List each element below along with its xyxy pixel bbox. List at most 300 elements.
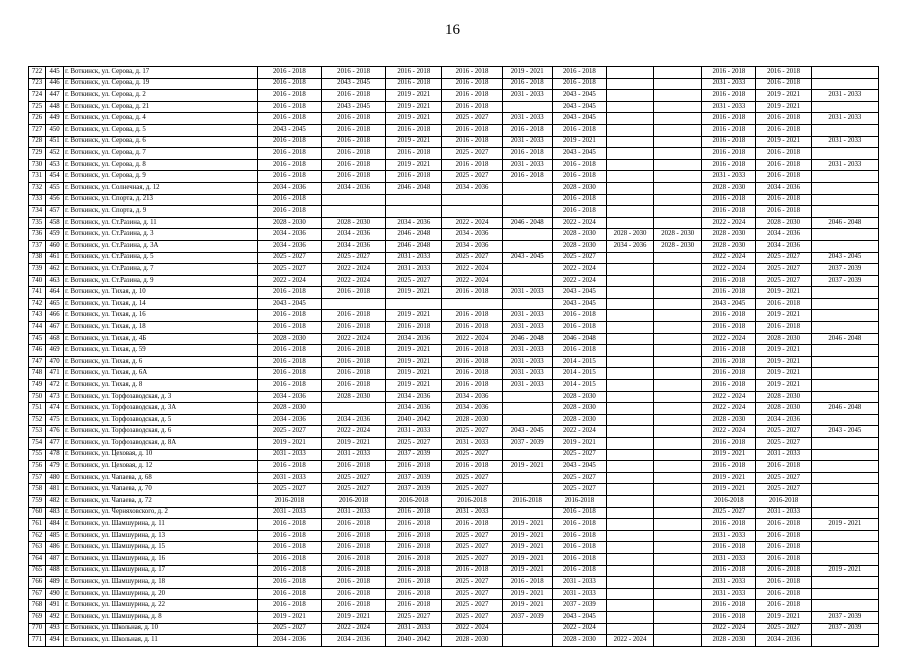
address-cell: г. Воткинск, ул. Школьная, д. 10: [64, 623, 258, 635]
period-cell: 2019 - 2021: [386, 159, 442, 171]
house-number: 456: [46, 194, 64, 206]
period-cell: 2025 - 2027: [442, 484, 502, 496]
row-number: 759: [29, 495, 46, 507]
table-row: [29, 310, 879, 322]
period-cell: 2031 - 2033: [702, 577, 756, 589]
period-cell: [811, 171, 878, 183]
period-cell: 2028 - 2030: [654, 240, 702, 252]
period-cell: 2016 - 2018: [322, 287, 386, 299]
period-cell: [811, 449, 878, 461]
period-cell: 2022 - 2024: [702, 426, 756, 438]
period-cell: 2028 - 2030: [552, 414, 606, 426]
period-cell: 2016 - 2018: [756, 171, 811, 183]
house-number: 453: [46, 159, 64, 171]
period-cell: 2016 - 2018: [756, 565, 811, 577]
table-row: [29, 67, 879, 79]
period-cell: [654, 484, 702, 496]
period-cell: [606, 264, 653, 276]
period-cell: 2016 - 2018: [756, 113, 811, 125]
period-cell: 2028 - 2030: [552, 182, 606, 194]
period-cell: 2016 - 2018: [386, 600, 442, 612]
period-cell: 2034 - 2036: [756, 240, 811, 252]
schedule-table: [28, 66, 879, 647]
period-cell: [502, 472, 552, 484]
period-cell: 2037 - 2039: [811, 264, 878, 276]
period-cell: 2016 - 2018: [386, 565, 442, 577]
period-cell: [502, 507, 552, 519]
address-cell: г. Воткинск, ул. Серова, д. 2: [64, 90, 258, 102]
period-cell: 2025 - 2027: [756, 426, 811, 438]
period-cell: 2016 - 2018: [322, 600, 386, 612]
address-cell: г. Воткинск, ул. Тихая, д. 18: [64, 322, 258, 334]
period-cell: [606, 322, 653, 334]
period-cell: 2043 - 2045: [811, 426, 878, 438]
period-cell: 2031 - 2033: [811, 159, 878, 171]
period-cell: 2016 - 2018: [386, 322, 442, 334]
period-cell: 2034 - 2036: [606, 240, 653, 252]
period-cell: [654, 438, 702, 450]
period-cell: 2025 - 2027: [442, 426, 502, 438]
period-cell: [811, 206, 878, 218]
row-number: 734: [29, 206, 46, 218]
house-number: 448: [46, 101, 64, 113]
period-cell: [654, 635, 702, 647]
house-number: 483: [46, 507, 64, 519]
period-cell: 2022 - 2024: [552, 426, 606, 438]
period-cell: 2034 - 2036: [386, 391, 442, 403]
period-cell: 2019 - 2021: [756, 356, 811, 368]
period-cell: 2016 - 2018: [502, 171, 552, 183]
period-cell: [606, 159, 653, 171]
period-cell: 2016 - 2018: [386, 588, 442, 600]
period-cell: 2019 - 2021: [502, 565, 552, 577]
period-cell: [606, 588, 653, 600]
period-cell: 2016 - 2018: [702, 461, 756, 473]
period-cell: 2019 - 2021: [386, 356, 442, 368]
period-cell: 2016 - 2018: [552, 206, 606, 218]
table-row: [29, 101, 879, 113]
period-cell: 2019 - 2021: [552, 136, 606, 148]
period-cell: 2037 - 2039: [502, 438, 552, 450]
period-cell: [811, 229, 878, 241]
table-row: [29, 252, 879, 264]
period-cell: 2028 - 2030: [756, 217, 811, 229]
period-cell: 2031 - 2033: [702, 588, 756, 600]
period-cell: 2022 - 2024: [322, 333, 386, 345]
period-cell: 2040 - 2042: [386, 414, 442, 426]
address-cell: г. Воткинск, ул. Шамшурина, д. 13: [64, 530, 258, 542]
period-cell: 2022 - 2024: [442, 275, 502, 287]
table-row: [29, 414, 879, 426]
period-cell: 2025 - 2027: [552, 484, 606, 496]
period-cell: 2016 - 2018: [502, 124, 552, 136]
period-cell: 2016-2018: [502, 495, 552, 507]
period-cell: [606, 611, 653, 623]
period-cell: 2022 - 2024: [702, 403, 756, 415]
house-number: 452: [46, 148, 64, 160]
house-number: 445: [46, 67, 64, 79]
period-cell: 2031 - 2033: [502, 356, 552, 368]
address-cell: г. Воткинск, ул. Шамшурина, д. 8: [64, 611, 258, 623]
house-number: 475: [46, 414, 64, 426]
period-cell: 2025 - 2027: [442, 171, 502, 183]
period-cell: 2016 - 2018: [257, 78, 321, 90]
row-number: 768: [29, 600, 46, 612]
period-cell: 2034 - 2036: [322, 414, 386, 426]
period-cell: 2016 - 2018: [442, 67, 502, 79]
period-cell: 2016 - 2018: [756, 124, 811, 136]
period-cell: 2016-2018: [257, 495, 321, 507]
period-cell: [606, 252, 653, 264]
table-row: [29, 530, 879, 542]
period-cell: 2022 - 2024: [442, 623, 502, 635]
period-cell: 2043 - 2045: [552, 101, 606, 113]
period-cell: 2014 - 2015: [552, 368, 606, 380]
address-cell: г. Воткинск, ул. Тихая, д. 10: [64, 287, 258, 299]
period-cell: [811, 240, 878, 252]
table-row: [29, 623, 879, 635]
period-cell: 2016 - 2018: [442, 287, 502, 299]
period-cell: 2016 - 2018: [502, 78, 552, 90]
period-cell: 2022 - 2024: [552, 217, 606, 229]
period-cell: [811, 438, 878, 450]
period-cell: [654, 171, 702, 183]
period-cell: 2028 - 2030: [702, 182, 756, 194]
period-cell: 2016 - 2018: [257, 136, 321, 148]
period-cell: [811, 345, 878, 357]
period-cell: [811, 542, 878, 554]
period-cell: [811, 588, 878, 600]
row-number: 755: [29, 449, 46, 461]
period-cell: 2034 - 2036: [442, 240, 502, 252]
period-cell: 2028 - 2030: [756, 403, 811, 415]
period-cell: 2016 - 2018: [322, 368, 386, 380]
house-number: 468: [46, 333, 64, 345]
period-cell: 2031 - 2033: [756, 507, 811, 519]
period-cell: 2025 - 2027: [442, 113, 502, 125]
period-cell: 2025 - 2027: [257, 623, 321, 635]
period-cell: [606, 171, 653, 183]
house-number: 455: [46, 182, 64, 194]
period-cell: 2016 - 2018: [702, 148, 756, 160]
period-cell: 2016 - 2018: [322, 380, 386, 392]
period-cell: 2025 - 2027: [386, 275, 442, 287]
period-cell: 2037 - 2039: [811, 623, 878, 635]
row-number: 769: [29, 611, 46, 623]
period-cell: 2037 - 2039: [502, 611, 552, 623]
period-cell: 2028 - 2030: [606, 229, 653, 241]
period-cell: [654, 124, 702, 136]
period-cell: [811, 310, 878, 322]
period-cell: 2016 - 2018: [702, 67, 756, 79]
period-cell: 2025 - 2027: [756, 472, 811, 484]
period-cell: 2028 - 2030: [756, 333, 811, 345]
row-number: 731: [29, 171, 46, 183]
period-cell: 2016 - 2018: [442, 78, 502, 90]
address-cell: г. Воткинск, ул. Ст.Разина, д. 3А: [64, 240, 258, 252]
period-cell: 2016 - 2018: [257, 356, 321, 368]
row-number: 728: [29, 136, 46, 148]
period-cell: 2034 - 2036: [257, 391, 321, 403]
period-cell: 2016 - 2018: [386, 507, 442, 519]
period-cell: [811, 194, 878, 206]
row-number: 756: [29, 461, 46, 473]
row-number: 764: [29, 553, 46, 565]
address-cell: г. Воткинск, ул. Ст.Разина, д. 5: [64, 252, 258, 264]
period-cell: [502, 623, 552, 635]
period-cell: 2025 - 2027: [756, 438, 811, 450]
house-number: 473: [46, 391, 64, 403]
period-cell: 2016 - 2018: [257, 194, 321, 206]
period-cell: 2019 - 2021: [502, 600, 552, 612]
period-cell: 2016 - 2018: [442, 124, 502, 136]
period-cell: 2034 - 2036: [756, 182, 811, 194]
address-cell: г. Воткинск, ул. Тихая, д. 8: [64, 380, 258, 392]
period-cell: [606, 519, 653, 531]
period-cell: 2043 - 2045: [552, 90, 606, 102]
period-cell: 2028 - 2030: [702, 229, 756, 241]
table-row: [29, 194, 879, 206]
house-number: 494: [46, 635, 64, 647]
period-cell: [654, 530, 702, 542]
period-cell: 2016 - 2018: [702, 159, 756, 171]
period-cell: 2016 - 2018: [756, 78, 811, 90]
period-cell: 2016 - 2018: [322, 461, 386, 473]
period-cell: 2025 - 2027: [257, 252, 321, 264]
period-cell: 2016 - 2018: [442, 380, 502, 392]
period-cell: 2016 - 2018: [502, 148, 552, 160]
period-cell: 2016-2018: [386, 495, 442, 507]
period-cell: [654, 322, 702, 334]
period-cell: 2019 - 2021: [386, 345, 442, 357]
period-cell: [606, 600, 653, 612]
period-cell: 2019 - 2021: [756, 287, 811, 299]
period-cell: 2019 - 2021: [552, 438, 606, 450]
house-number: 460: [46, 240, 64, 252]
period-cell: 2034 - 2036: [257, 414, 321, 426]
period-cell: [386, 206, 442, 218]
period-cell: [502, 240, 552, 252]
address-cell: г. Воткинск, ул. Ст.Разина, д. 11: [64, 217, 258, 229]
row-number: 758: [29, 484, 46, 496]
period-cell: 2016-2018: [552, 495, 606, 507]
row-number: 766: [29, 577, 46, 589]
period-cell: 2016 - 2018: [386, 577, 442, 589]
period-cell: 2016 - 2018: [257, 322, 321, 334]
house-number: 458: [46, 217, 64, 229]
period-cell: [811, 507, 878, 519]
period-cell: 2016 - 2018: [257, 577, 321, 589]
period-cell: [654, 426, 702, 438]
house-number: 447: [46, 90, 64, 102]
house-number: 491: [46, 600, 64, 612]
address-cell: г. Воткинск, ул. Шамшурина, д. 22: [64, 600, 258, 612]
period-cell: 2016 - 2018: [552, 67, 606, 79]
row-number: 747: [29, 356, 46, 368]
address-cell: г. Воткинск, ул. Серова, д. 9: [64, 171, 258, 183]
period-cell: 2016 - 2018: [322, 553, 386, 565]
period-cell: [442, 194, 502, 206]
period-cell: 2025 - 2027: [257, 484, 321, 496]
period-cell: 2025 - 2027: [322, 252, 386, 264]
table-row: [29, 322, 879, 334]
period-cell: 2019 - 2021: [502, 519, 552, 531]
row-number: 729: [29, 148, 46, 160]
period-cell: 2025 - 2027: [257, 264, 321, 276]
period-cell: 2034 - 2036: [442, 182, 502, 194]
row-number: 738: [29, 252, 46, 264]
row-number: 770: [29, 623, 46, 635]
row-number: 735: [29, 217, 46, 229]
period-cell: 2031 - 2033: [322, 507, 386, 519]
period-cell: [654, 565, 702, 577]
address-cell: г. Воткинск, ул. Тихая, д. 14: [64, 298, 258, 310]
period-cell: [811, 380, 878, 392]
period-cell: [502, 414, 552, 426]
period-cell: [811, 461, 878, 473]
period-cell: [654, 403, 702, 415]
period-cell: 2037 - 2039: [386, 484, 442, 496]
house-number: 485: [46, 530, 64, 542]
period-cell: 2028 - 2030: [257, 217, 321, 229]
period-cell: 2028 - 2030: [654, 229, 702, 241]
address-cell: г. Воткинск, ул. Тихая, д. 59: [64, 345, 258, 357]
period-cell: 2046 - 2048: [386, 229, 442, 241]
house-number: 449: [46, 113, 64, 125]
period-cell: [606, 368, 653, 380]
period-cell: 2016 - 2018: [322, 577, 386, 589]
table-row: [29, 519, 879, 531]
period-cell: [811, 391, 878, 403]
period-cell: [811, 356, 878, 368]
address-cell: г. Воткинск, ул. Ст.Разина, д. 7: [64, 264, 258, 276]
period-cell: 2028 - 2030: [257, 403, 321, 415]
house-number: 481: [46, 484, 64, 496]
period-cell: [654, 611, 702, 623]
house-number: 489: [46, 577, 64, 589]
address-cell: г. Воткинск, ул. Тихая, д. 6: [64, 356, 258, 368]
period-cell: 2031 - 2033: [702, 78, 756, 90]
period-cell: 2031 - 2033: [386, 252, 442, 264]
period-cell: 2025 - 2027: [257, 426, 321, 438]
period-cell: 2025 - 2027: [756, 252, 811, 264]
period-cell: 2022 - 2024: [702, 623, 756, 635]
period-cell: [654, 310, 702, 322]
table-row: [29, 287, 879, 299]
period-cell: 2016 - 2018: [552, 171, 606, 183]
address-cell: г. Воткинск, ул. Тихая, д. 4Б: [64, 333, 258, 345]
period-cell: 2016-2018: [442, 495, 502, 507]
period-cell: 2022 - 2024: [702, 264, 756, 276]
period-cell: 2046 - 2048: [386, 240, 442, 252]
row-number: 748: [29, 368, 46, 380]
period-cell: 2025 - 2027: [442, 252, 502, 264]
row-number: 753: [29, 426, 46, 438]
table-row: [29, 426, 879, 438]
period-cell: 2025 - 2027: [442, 542, 502, 554]
period-cell: 2031 - 2033: [552, 577, 606, 589]
address-cell: г. Воткинск, ул. Тихая, д. 6А: [64, 368, 258, 380]
period-cell: 2016 - 2018: [386, 148, 442, 160]
period-cell: 2016 - 2018: [756, 553, 811, 565]
period-cell: 2031 - 2033: [502, 136, 552, 148]
period-cell: 2016 - 2018: [552, 565, 606, 577]
row-number: 760: [29, 507, 46, 519]
period-cell: [606, 530, 653, 542]
period-cell: 2022 - 2024: [322, 264, 386, 276]
period-cell: [442, 206, 502, 218]
house-number: 487: [46, 553, 64, 565]
period-cell: 2016 - 2018: [257, 600, 321, 612]
period-cell: [654, 449, 702, 461]
period-cell: [606, 461, 653, 473]
period-cell: 2043 - 2045: [552, 148, 606, 160]
period-cell: 2019 - 2021: [502, 67, 552, 79]
period-cell: 2016 - 2018: [702, 322, 756, 334]
page-number: 16: [445, 22, 460, 38]
address-cell: г. Воткинск, ул. Торфозаводская, д. 5: [64, 414, 258, 426]
house-number: 457: [46, 206, 64, 218]
period-cell: [654, 495, 702, 507]
row-number: 750: [29, 391, 46, 403]
period-cell: 2019 - 2021: [702, 484, 756, 496]
period-cell: 2031 - 2033: [702, 171, 756, 183]
period-cell: [606, 380, 653, 392]
period-cell: 2019 - 2021: [386, 287, 442, 299]
period-cell: 2016 - 2018: [552, 507, 606, 519]
period-cell: 2034 - 2036: [322, 182, 386, 194]
period-cell: [811, 298, 878, 310]
address-cell: г. Воткинск, ул. Тихая, д. 16: [64, 310, 258, 322]
address-cell: г. Воткинск, ул. Торфозаводская, д. 8А: [64, 438, 258, 450]
table-row: [29, 600, 879, 612]
period-cell: 2016 - 2018: [756, 322, 811, 334]
house-number: 488: [46, 565, 64, 577]
house-number: 467: [46, 322, 64, 334]
period-cell: 2034 - 2036: [442, 403, 502, 415]
period-cell: [606, 333, 653, 345]
house-number: 461: [46, 252, 64, 264]
period-cell: 2016 - 2018: [386, 461, 442, 473]
address-cell: г. Воткинск, ул. Чапаева, д. 72: [64, 495, 258, 507]
period-cell: 2016-2018: [756, 495, 811, 507]
row-number: 749: [29, 380, 46, 392]
period-cell: 2016 - 2018: [322, 542, 386, 554]
period-cell: 2043 - 2045: [502, 252, 552, 264]
period-cell: [654, 623, 702, 635]
row-number: 736: [29, 229, 46, 241]
address-cell: г. Воткинск, ул. Шамшурина, д. 20: [64, 588, 258, 600]
period-cell: 2016 - 2018: [442, 159, 502, 171]
table-row: [29, 113, 879, 125]
period-cell: [606, 67, 653, 79]
period-cell: [502, 206, 552, 218]
period-cell: 2037 - 2039: [386, 472, 442, 484]
period-cell: 2019 - 2021: [257, 438, 321, 450]
period-cell: [606, 124, 653, 136]
period-cell: 2034 - 2036: [756, 229, 811, 241]
period-cell: 2025 - 2027: [442, 611, 502, 623]
period-cell: 2034 - 2036: [257, 240, 321, 252]
period-cell: [654, 519, 702, 531]
period-cell: 2019 - 2021: [756, 345, 811, 357]
period-cell: 2043 - 2045: [552, 611, 606, 623]
period-cell: 2031 - 2033: [322, 449, 386, 461]
address-cell: г. Воткинск, ул. Шамшурина, д. 17: [64, 565, 258, 577]
address-cell: г. Воткинск, ул. Шамшурина, д. 18: [64, 577, 258, 589]
house-number: 462: [46, 264, 64, 276]
period-cell: [654, 252, 702, 264]
